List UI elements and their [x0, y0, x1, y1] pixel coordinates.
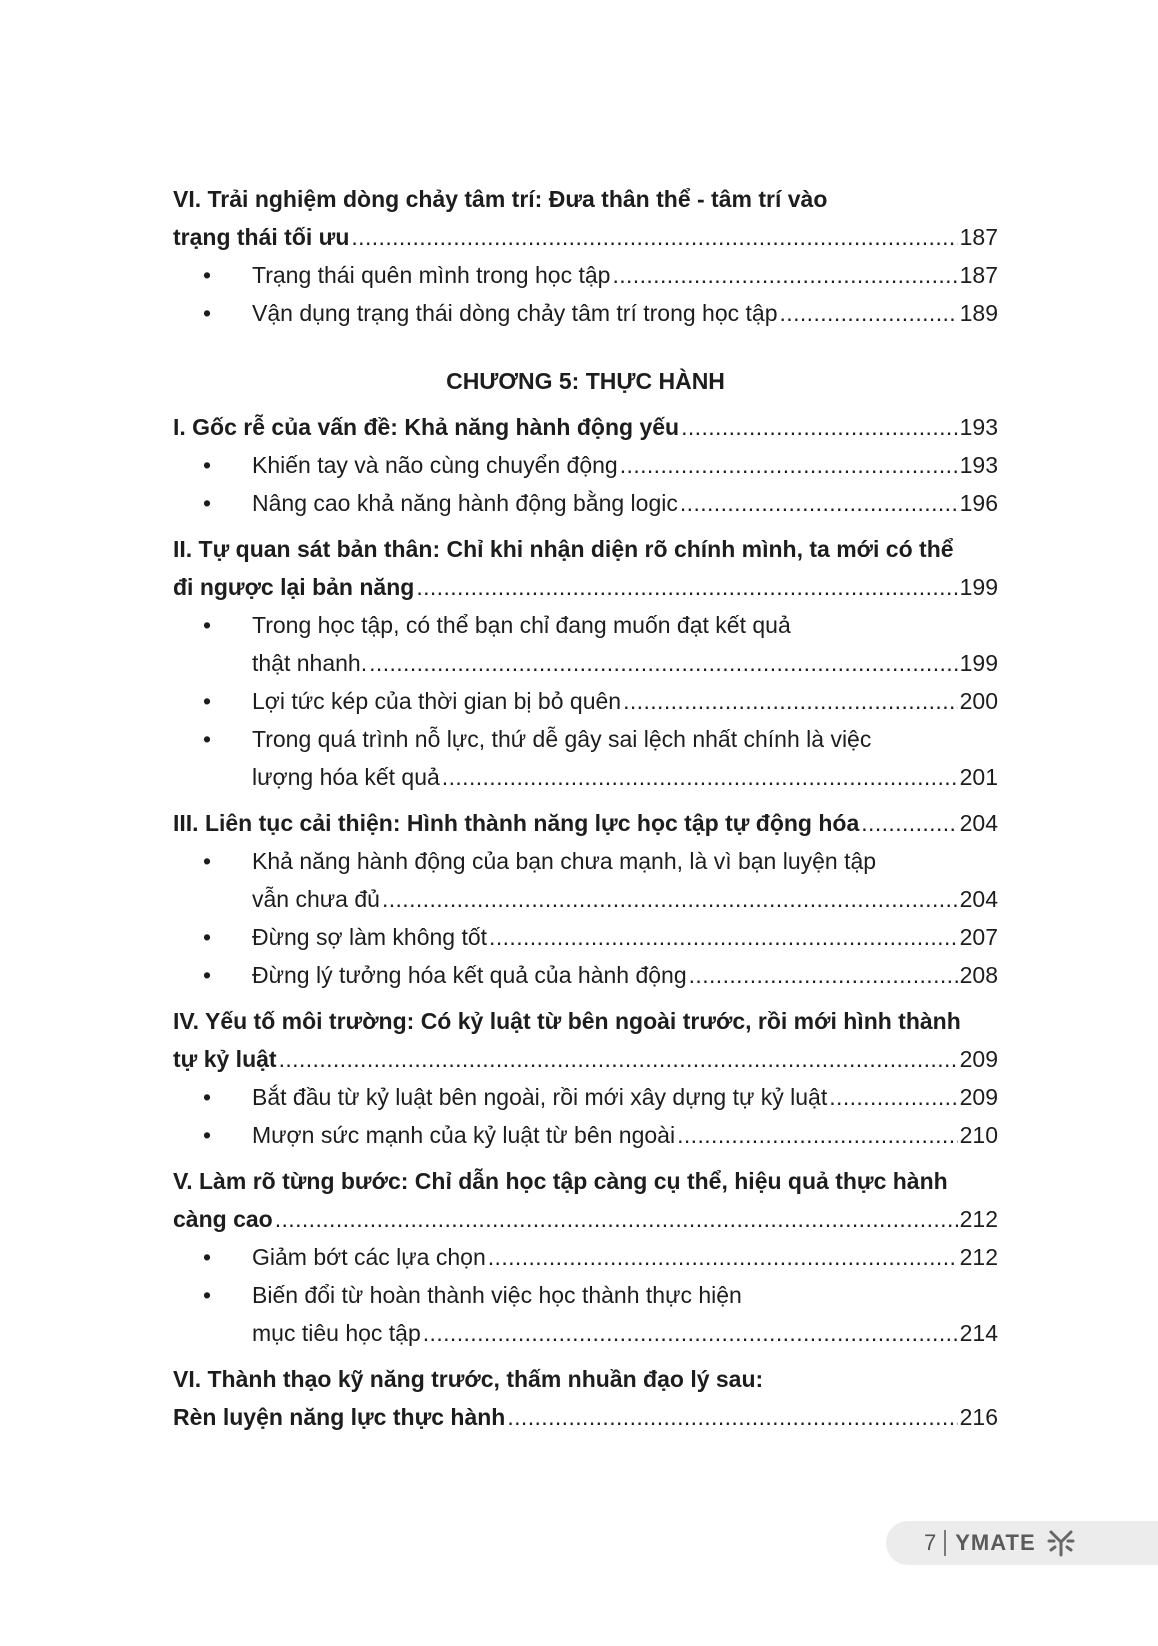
dot-leader [780, 294, 958, 332]
toc-section-entry [173, 530, 998, 606]
dot-leader [677, 1116, 958, 1154]
toc-bullet-entry [173, 720, 998, 796]
toc-line [173, 218, 998, 256]
toc-page-number: 212 [959, 1206, 998, 1232]
toc-line [173, 294, 998, 332]
toc-entry-title: lượng hóa kết quả [252, 764, 440, 790]
dot-leader [489, 918, 958, 956]
toc-line [173, 1360, 998, 1398]
dot-leader [829, 1078, 957, 1116]
toc-entry-title: III. Liên tục cải thiện: Hình thành năng lực học tập tự động hóa [173, 810, 860, 836]
toc-page-number: 196 [959, 490, 998, 516]
toc-page-number: 200 [959, 688, 998, 714]
dot-leader [382, 880, 958, 918]
dot-leader [488, 1238, 958, 1276]
toc-entry-title: đi ngược lại bản năng [173, 574, 415, 600]
bullet-mark: • [203, 848, 212, 874]
toc-entry-title: vẫn chưa đủ [252, 886, 380, 912]
toc-entry-title: trạng thái tối ưu [173, 224, 350, 250]
toc-bullet-entry [173, 842, 998, 918]
toc-section-entry [173, 804, 998, 842]
toc-page-number: 193 [959, 452, 998, 478]
toc-entry-title: thật nhanh. [252, 650, 368, 676]
toc-entry-title: Đừng sợ làm không tốt [252, 924, 488, 950]
toc-bullet-entry [173, 256, 998, 294]
toc-line [173, 1314, 998, 1352]
toc-entry-title: càng cao [173, 1206, 273, 1232]
toc-entry-title: V. Làm rõ từng bước: Chỉ dẫn học tập càng cụ thể, hiệu quả thực hành [173, 1168, 948, 1194]
toc-bullet-entry [173, 1238, 998, 1276]
toc-entry-title: VI. Thành thạo kỹ năng trước, thấm nhuần đạo lý sau: [173, 1366, 764, 1392]
toc-entry-title: II. Tự quan sát bản thân: Chỉ khi nhận diện rõ chính mình, ta mới có thể [173, 536, 954, 562]
toc-page-number: 204 [959, 886, 998, 912]
ymate-logo-icon [1046, 1528, 1076, 1558]
toc-line [173, 530, 998, 568]
toc-entry-title: Giảm bớt các lựa chọn [252, 1244, 486, 1270]
toc-entry-title: Khiến tay và não cùng chuyển động [252, 452, 618, 478]
dot-leader [279, 1040, 958, 1078]
toc-page-number: 187 [959, 262, 998, 288]
toc-page-number: 189 [959, 300, 998, 326]
toc-line [173, 1238, 998, 1276]
toc-page-number: 212 [959, 1244, 998, 1270]
bullet-mark: • [203, 726, 212, 752]
toc-page-number: 193 [959, 414, 998, 440]
toc-line [173, 606, 998, 644]
toc-line [173, 1040, 998, 1078]
toc-entry-title: Mượn sức mạnh của kỷ luật từ bên ngoài [252, 1122, 676, 1148]
dot-leader [689, 956, 958, 994]
brand-name: YMATE [955, 1530, 1036, 1555]
dot-leader [351, 218, 957, 256]
toc-entry-title: Biến đổi từ hoàn thành việc học thành thực hiện [252, 1282, 742, 1308]
toc-page-number: 210 [959, 1122, 998, 1148]
toc-entry-title: Lợi tức kép của thời gian bị bỏ quên [252, 688, 622, 714]
bullet-mark: • [203, 262, 212, 288]
bullet-mark: • [203, 300, 212, 326]
dot-leader [442, 758, 958, 796]
toc-bullet-entry [173, 1116, 998, 1154]
dot-leader [369, 644, 958, 682]
bullet-mark: • [203, 1282, 212, 1308]
toc-page-number: 201 [959, 764, 998, 790]
toc-page-number: 209 [959, 1084, 998, 1110]
toc-entry-title: Trạng thái quên mình trong học tập [252, 262, 611, 288]
toc-entry-title: Trong học tập, có thể bạn chỉ đang muốn đạt kết quả [252, 612, 791, 638]
toc-line [173, 1078, 998, 1116]
toc-entry-title: IV. Yếu tố môi trường: Có kỷ luật từ bên ngoài trước, rồi mới hình thành [173, 1008, 961, 1034]
toc-entry-title: Nâng cao khả năng hành động bằng logic [252, 490, 678, 516]
toc-line [173, 1162, 998, 1200]
toc-entry-title: Trong quá trình nỗ lực, thứ dễ gây sai lệch nhất chính là việc [252, 726, 872, 752]
toc-entry-title: Đừng lý tưởng hóa kết quả của hành động [252, 962, 687, 988]
bullet-mark: • [203, 1244, 212, 1270]
toc-page-number: 214 [959, 1320, 998, 1346]
toc-line [173, 484, 998, 522]
table-of-contents [173, 180, 998, 1436]
toc-entry-title: I. Gốc rễ của vấn đề: Khả năng hành động yếu [173, 414, 680, 440]
bullet-mark: • [203, 1084, 212, 1110]
toc-bullet-entry [173, 484, 998, 522]
toc-line [173, 720, 998, 758]
toc-bullet-entry [173, 606, 998, 682]
dot-leader [612, 256, 957, 294]
toc-line [173, 758, 998, 796]
toc-page-number: 209 [959, 1046, 998, 1072]
toc-line [173, 842, 998, 880]
footer-divider [944, 1530, 946, 1556]
toc-bullet-entry [173, 1276, 998, 1352]
toc-entry-title: Bắt đầu từ kỷ luật bên ngoài, rồi mới xây dựng tự kỷ luật [252, 1084, 828, 1110]
toc-page-number: 207 [959, 924, 998, 950]
toc-entry-title: Khả năng hành động của bạn chưa mạnh, là vì bạn luyện tập [252, 848, 877, 874]
toc-bullet-entry [173, 682, 998, 720]
toc-line [173, 446, 998, 484]
page-number: 7 [924, 1530, 937, 1555]
toc-line [173, 1200, 998, 1238]
toc-section-entry [173, 1002, 998, 1078]
dot-leader [623, 682, 958, 720]
bullet-mark: • [203, 924, 212, 950]
toc-page-number: 199 [959, 574, 998, 600]
bullet-mark: • [203, 688, 212, 714]
bullet-mark: • [203, 452, 212, 478]
toc-entry-title: tự kỷ luật [173, 1046, 277, 1072]
toc-line [173, 682, 998, 720]
toc-line [173, 256, 998, 294]
toc-entry-title: VI. Trải nghiệm dòng chảy tâm trí: Đưa thân thể - tâm trí vào [173, 186, 828, 212]
toc-bullet-entry [173, 294, 998, 332]
dot-leader [620, 446, 958, 484]
toc-page-number: 208 [959, 962, 998, 988]
toc-entry-title: Vận dụng trạng thái dòng chảy tâm trí trong học tập [252, 300, 778, 326]
toc-line [173, 180, 998, 218]
toc-bullet-entry [173, 918, 998, 956]
toc-page-number: 216 [959, 1404, 998, 1430]
toc-line [173, 644, 998, 682]
toc-bullet-entry [173, 1078, 998, 1116]
dot-leader [680, 484, 958, 522]
toc-line [173, 880, 998, 918]
toc-line [173, 1276, 998, 1314]
toc-page-number: 204 [959, 810, 998, 836]
bullet-mark: • [203, 962, 212, 988]
toc-line [173, 1116, 998, 1154]
toc-section-entry [173, 1360, 998, 1436]
bullet-mark: • [203, 1122, 212, 1148]
toc-section-entry [173, 408, 998, 446]
chapter-heading: CHƯƠNG 5: THỰC HÀNH [446, 368, 725, 394]
dot-leader [275, 1200, 958, 1238]
toc-line [173, 1002, 998, 1040]
toc-line [173, 568, 998, 606]
toc-line [173, 918, 998, 956]
bullet-mark: • [203, 490, 212, 516]
dot-leader [681, 408, 958, 446]
toc-line [173, 1398, 998, 1436]
toc-line [173, 408, 998, 446]
dot-leader [507, 1398, 957, 1436]
toc-section-entry [173, 180, 998, 256]
toc-page-number: 187 [959, 224, 998, 250]
toc-line [173, 956, 998, 994]
toc-entry-title: Rèn luyện năng lực thực hành [173, 1404, 506, 1430]
toc-entry-title: mục tiêu học tập [252, 1320, 421, 1346]
toc-line [173, 804, 998, 842]
dot-leader [416, 568, 957, 606]
toc-section-entry [173, 1162, 998, 1238]
page-footer [886, 1521, 1158, 1565]
dot-leader [423, 1314, 958, 1352]
toc-bullet-entry [173, 446, 998, 484]
toc-page-number: 199 [959, 650, 998, 676]
bullet-mark: • [203, 612, 212, 638]
dot-leader [861, 804, 957, 842]
toc-bullet-entry [173, 956, 998, 994]
